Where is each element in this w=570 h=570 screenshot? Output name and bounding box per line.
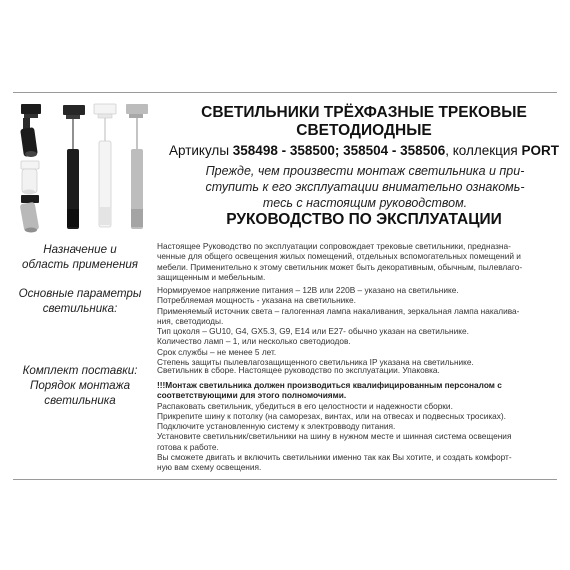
- articles-line: [160, 142, 568, 159]
- track-adapter-white-2: [94, 104, 116, 118]
- warning-line: соответствующими для этого полномочиями.: [157, 390, 347, 401]
- pendant-silver: [131, 149, 143, 229]
- text-line: Настоящее Руководство по эксплуатации сопровождает трековые светильники, предназна-: [157, 241, 511, 251]
- track-adapter-white: [63, 105, 85, 119]
- track-adapter-silver: [126, 104, 148, 118]
- text-line: Подключите установленную систему к электровводу питания.: [157, 421, 396, 432]
- label-line: Основные параметры: [18, 287, 142, 300]
- label-line: Назначение и: [43, 243, 117, 256]
- section-label-installation: [10, 379, 150, 408]
- text-line: Тип цоколя – GU10, G4, GX5.3, G9, E14 или E27- обычно указан на светильнике.: [157, 326, 469, 337]
- text-line: ченные для общего освещения жилых помещений, отдельных вспомогательных помещений и: [157, 251, 521, 262]
- text-line: защищенным и мебельным.: [157, 271, 266, 282]
- label-line: светильника: [44, 393, 116, 407]
- text-line: Степень защиты пылевлагозащищенного светильника IP указана на светильнике.: [157, 357, 474, 368]
- title-line-1: СВЕТИЛЬНИКИ ТРЁХФАЗНЫЕ ТРЕКОВЫЕ: [201, 104, 527, 121]
- section-label-kit: [10, 364, 150, 379]
- pendant-black: [67, 149, 79, 229]
- text-line: Срок службы – не менее 5 лет.: [157, 346, 277, 357]
- text-line: ную вам схему освещения.: [157, 462, 262, 473]
- label-line: светильника:: [42, 301, 118, 315]
- warning-line: тесь с настоящим руководством.: [262, 196, 468, 210]
- articles-middle: , коллекция: [445, 143, 522, 158]
- section-text-parameters: [157, 285, 557, 367]
- text-line: Нормируемое напряжение питания – 12В или 220В – указано на светильнике.: [157, 285, 459, 295]
- label-line: Порядок монтажа: [29, 379, 131, 392]
- section-text-purpose: [157, 241, 557, 282]
- section-label-parameters: [10, 287, 150, 316]
- warning-line: Прежде, чем произвести монтаж светильника и при-: [205, 164, 525, 178]
- text-line: готова к работе.: [157, 441, 219, 452]
- text-line: ния, светодиоды.: [157, 315, 224, 326]
- spot-head-black: [20, 118, 38, 157]
- text-line: Распаковать светильник, убедиться в его целостности и надежности сборки.: [157, 400, 453, 411]
- text-line: мебели. Применительно к этому светильник может быть декоративным, обычным, пылевлаго-: [157, 261, 523, 272]
- text-line: Потребляемая мощность - указана на светильнике.: [157, 295, 356, 306]
- article-codes: 358498 - 358500; 358504 - 358506: [232, 143, 446, 158]
- warning-note: [165, 163, 565, 211]
- manual-title: РУКОВОДСТВО ПО ЭКСПЛУАТАЦИИ: [226, 211, 502, 228]
- track-adapter-black: [21, 104, 41, 118]
- text-line: Применяемый источник света – галогенная лампа накаливания, зеркальная лампа накалива-: [157, 305, 520, 316]
- text-line: Вы сможете двигать и включить светильники именно так как Вы хотите, и создать комфорт-: [157, 452, 512, 463]
- label-line: Комплект поставки:: [22, 364, 138, 377]
- articles-prefix: Артикулы: [168, 143, 233, 158]
- title-line-2: СВЕТОДИОДНЫЕ: [296, 122, 432, 139]
- warning-line: ступить к его эксплуатации внимательно ознакомь-: [205, 180, 525, 194]
- label-line: область применения: [22, 257, 138, 271]
- pendant-white: [99, 141, 111, 227]
- track-adapter-white-mid: [21, 161, 39, 169]
- product-photo: [18, 103, 158, 236]
- track-adapter-silver-mid: [21, 195, 39, 203]
- collection-name: PORT: [521, 143, 560, 158]
- warning-line: !!!Монтаж светильника должен производиться квалифицированным персоналом с: [157, 380, 502, 390]
- text-line: Прикрепите шину к потолку (на саморезах, винтах, или на отвесах и подвесных тросиках).: [157, 410, 506, 421]
- section-text-installation: [157, 380, 557, 473]
- text-line: Светильник в сборе. Настоящее руководство по эксплуатации. Упаковка.: [157, 365, 440, 375]
- spot-head-silver: [20, 202, 40, 233]
- text-line: Количество ламп – 1, или несколько светодиодов.: [157, 336, 351, 347]
- text-line: Установите светильник/светильники на шину в нужном месте и шинная система освещения: [157, 431, 512, 442]
- top-divider: [13, 92, 557, 93]
- bottom-divider: [13, 479, 557, 480]
- section-label-purpose: [10, 243, 150, 272]
- section-text-kit: [157, 365, 557, 375]
- spot-head-white: [22, 169, 37, 195]
